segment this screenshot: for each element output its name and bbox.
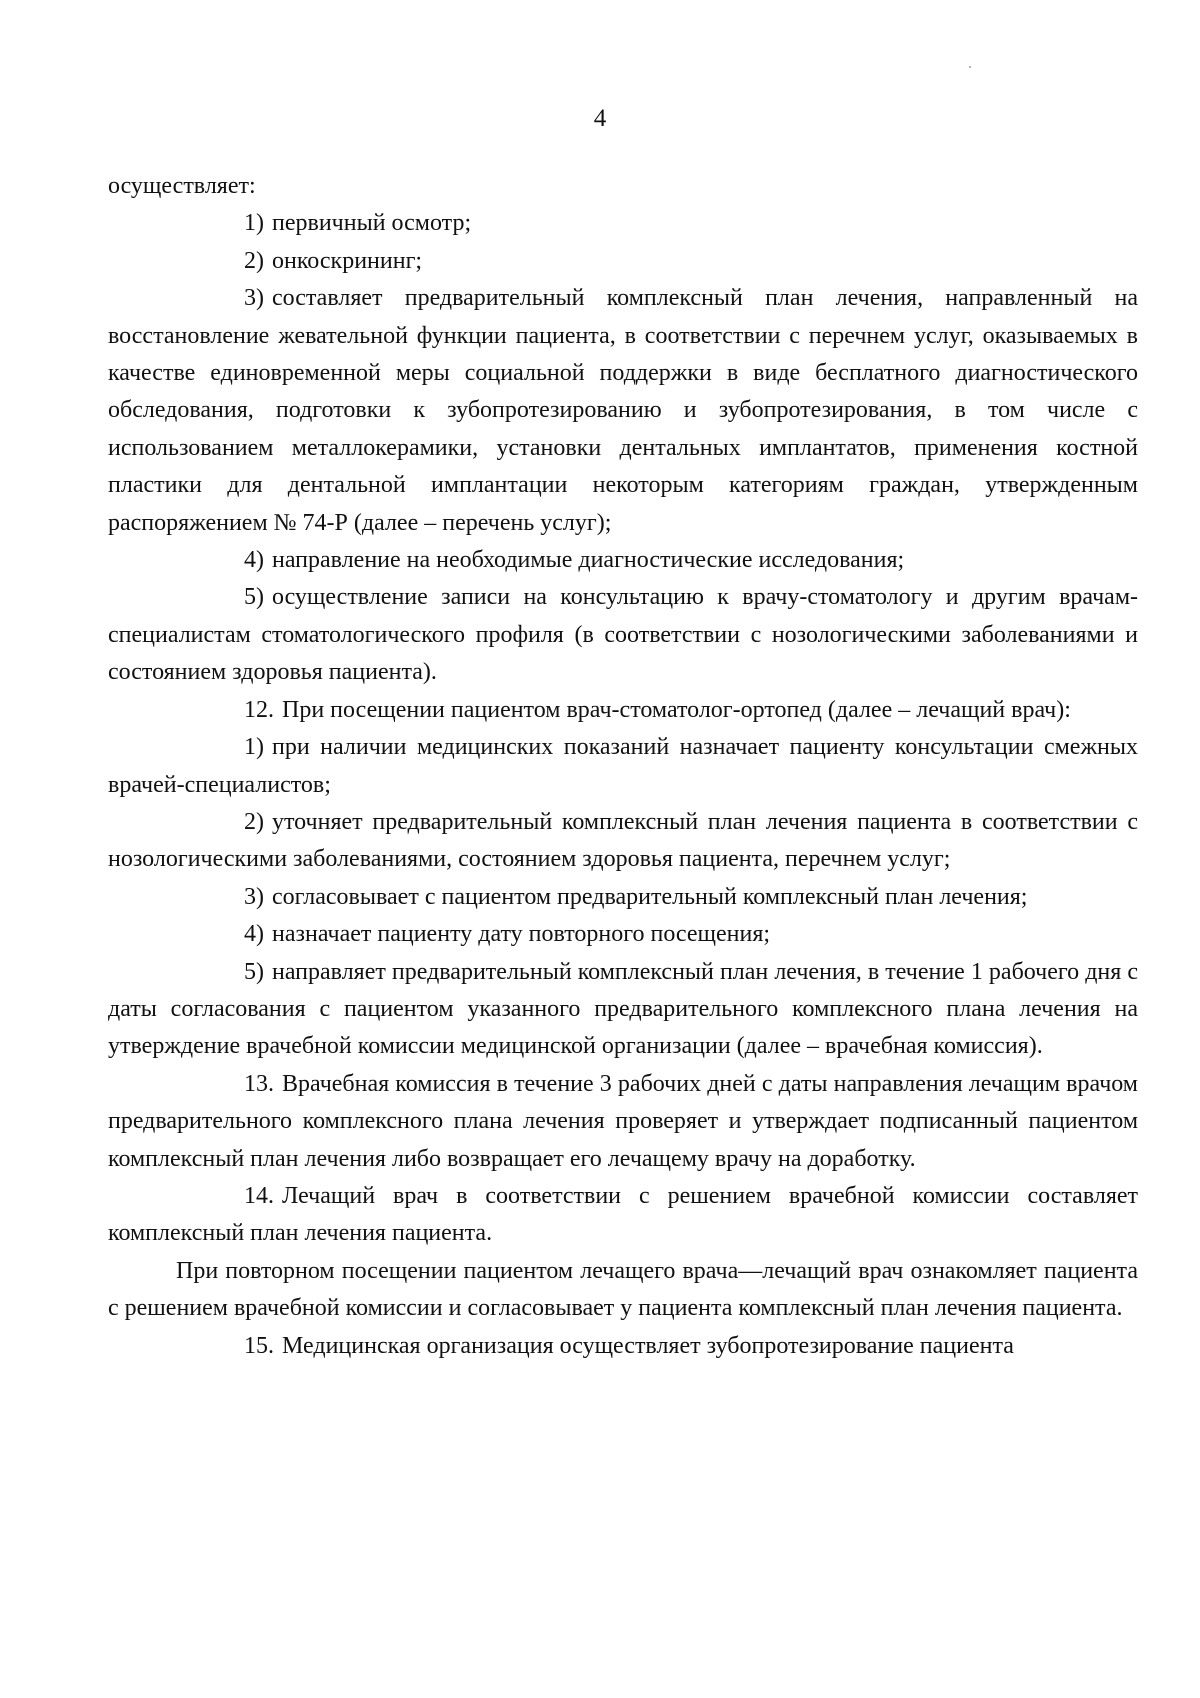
document-body [108,168,1138,1365]
item-number: 4) [244,921,264,948]
paragraph-9 [108,879,1138,916]
item-number: 3) [244,285,264,312]
item-number: 2) [244,808,264,835]
paragraph-10 [108,916,1138,953]
paragraph-1-text: первичный осмотр; [272,210,472,237]
item-number: 1) [244,734,264,761]
paragraph-3-text: составляет предварительный комплексный план лечения, направленный на восстановление жевательной функции пациента, в соответствии с перечнем услуг, оказываемых в качестве единовременной меры социальной поддержки в виде бесплатного диагностического обследования, подготовки к зубопротезированию и зубопротезирования, в том числе с использованием металлокерамики, установки дентальных имплантатов, применения костной пластики для дентальной имплантации некоторым категориям граждан, утвержденным распоряжением № 74-Р (далее – перечень услуг); [108,285,1138,536]
paragraph-0 [108,168,1138,205]
paragraph-7 [108,729,1138,804]
paragraph-8-text: уточняет предварительный комплексный план лечения пациента в соответствии с нозологическими заболеваниями, состоянием здоровья пациента, перечнем услуг; [108,808,1138,873]
paragraph-0-text: осуществляет: [108,173,256,199]
paragraph-12-text: Врачебная комиссия в течение 3 рабочих дней с даты направления лечащим врачом предварительного комплексного плана лечения проверяет и утверждает подписанный пациентом комплексный план лечения либо возвращает его лечащему врачу на доработку. [108,1070,1138,1172]
paragraph-6-text: При посещении пациентом врач-стоматолог-ортопед (далее – лечащий врач): [282,696,1071,723]
paragraph-11 [108,954,1138,1066]
paragraph-4 [108,542,1138,579]
paragraph-9-text: согласовывает с пациентом предварительный комплексный план лечения; [272,883,1028,910]
item-number: 1) [244,210,264,237]
paragraph-8 [108,804,1138,879]
paragraph-11-text: направляет предварительный комплексный план лечения, в течение 1 рабочего дня с даты согласования с пациентом указанного предварительного комплексного плана лечения на утверждение врачебной комиссии медицинской организации (далее – врачебная комиссия). [108,958,1138,1060]
paragraph-5-text: осуществление записи на консультацию к врачу-стоматологу и другим врачам-специалистам стоматологического профиля (в соответствии с нозологическими заболеваниями и состоянием здоровья пациента). [108,584,1138,686]
paragraph-15-text: Медицинская организация осуществляет зубопротезирование пациента [282,1332,1014,1359]
paragraph-6 [108,692,1138,729]
paragraph-7-text: при наличии медицинских показаний назначает пациенту консультации смежных врачей-специалистов; [108,734,1138,798]
paragraph-10-text: назначает пациенту дату повторного посещения; [272,921,771,948]
item-number: 3) [244,883,264,910]
paragraph-4-text: направление на необходимые диагностические исследования; [272,547,905,574]
paragraph-1 [108,205,1138,242]
paragraph-5 [108,579,1138,691]
paragraph-13 [108,1178,1138,1253]
paragraph-12 [108,1066,1138,1178]
item-number: 2) [244,247,264,274]
paragraph-2 [108,243,1138,280]
item-number: 5) [244,958,264,985]
paragraph-3 [108,280,1138,542]
scan-speck [969,66,971,68]
paragraph-13-text: Лечащий врач в соответствии с решением врачебной комиссии составляет комплексный план лечения пациента. [108,1182,1138,1247]
section-number: 15. [244,1332,274,1359]
paragraph-2-text: онкоскрининг; [272,247,423,274]
paragraph-14-text: При повторном посещении пациентом лечащего врача—лечащий врач ознакомляет пациента с решением врачебной комиссии и согласовывает у пациента комплексный план лечения пациента. [108,1257,1138,1322]
page-number: 4 [593,105,607,132]
item-number: 5) [244,584,264,611]
section-number: 14. [244,1182,274,1209]
paragraph-14 [108,1253,1138,1328]
section-number: 12. [244,696,274,723]
section-number: 13. [244,1070,274,1097]
item-number: 4) [244,547,264,574]
paragraph-15 [108,1328,1138,1365]
